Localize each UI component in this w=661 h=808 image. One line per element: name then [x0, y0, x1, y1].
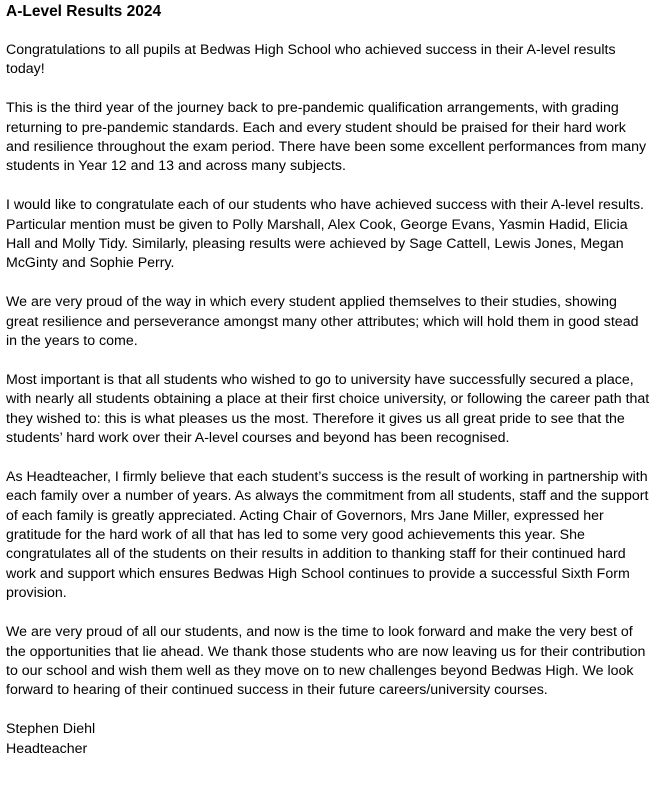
paragraph-looking-forward: We are very proud of all our students, and now is the time to look forward and make the very best of the opportunities that lie ahead. We thank those students who are now leaving us for their contribution to our school and wish them well as they move on to new challenges beyond Bedwas High. We look forward to hearing of their continued success in their future careers/university courses.	[6, 624, 646, 699]
signature-name: Stephen Diehl	[6, 721, 96, 738]
paragraph-university-places: Most important is that all students who wished to go to university have successfully secured a place, with nearly all students obtaining a place at their first choice university, or following the career path that they wished to: this is what pleases us the most. Therefore it gives us all great pride to see that the students’ hard work over their A-level courses and beyond has been recognised.	[6, 371, 650, 447]
paragraph-headteacher-remarks: As Headteacher, I firmly believe that each student’s success is the result of working in partnership with each family over a number of years. As always the commitment from all students, staff and the support of each family is greatly appreciated. Acting Chair of Governors, Mrs Jane Miller, expressed her gratitude for the hard work of all that has led to some very good achievements this year. She congratulates all of the students on their results in addition to thanking staff for their continued hard work and support which ensures Bedwas High School continues to provide a successful Sixth Form provision.	[6, 468, 649, 602]
paragraph-pride: We are very proud of the way in which every student applied themselves to their studies, showing great resilience and perseverance amongst many other attributes; which will hold them in good stead in the years to come.	[6, 294, 639, 350]
document-title: A-Level Results 2024	[6, 3, 162, 20]
signature-block	[6, 720, 651, 759]
signature-role: Headteacher	[6, 740, 88, 757]
paragraph-congratulations: Congratulations to all pupils at Bedwas High School who achieved success in their A-level results today!	[6, 42, 616, 78]
paragraph-student-mentions: I would like to congratulate each of our students who have achieved success with their A-level results. Particular mention must be given to Polly Marshall, Alex Cook, George Evans, Yasmin Hadid, Elicia Hall and Molly Tidy. Similarly, pleasing results were achieved by Sage Cattell, Lewis Jones, Megan McGinty and Sophie Perry.	[6, 197, 644, 272]
paragraph-context: This is the third year of the journey back to pre-pandemic qualification arrangements, with grading returning to pre-pandemic standards. Each and every student should be praised for their hard work and resilience throughout the exam period. There have been some excellent performances from many students in Year 12 and 13 and across many subjects.	[6, 100, 647, 175]
